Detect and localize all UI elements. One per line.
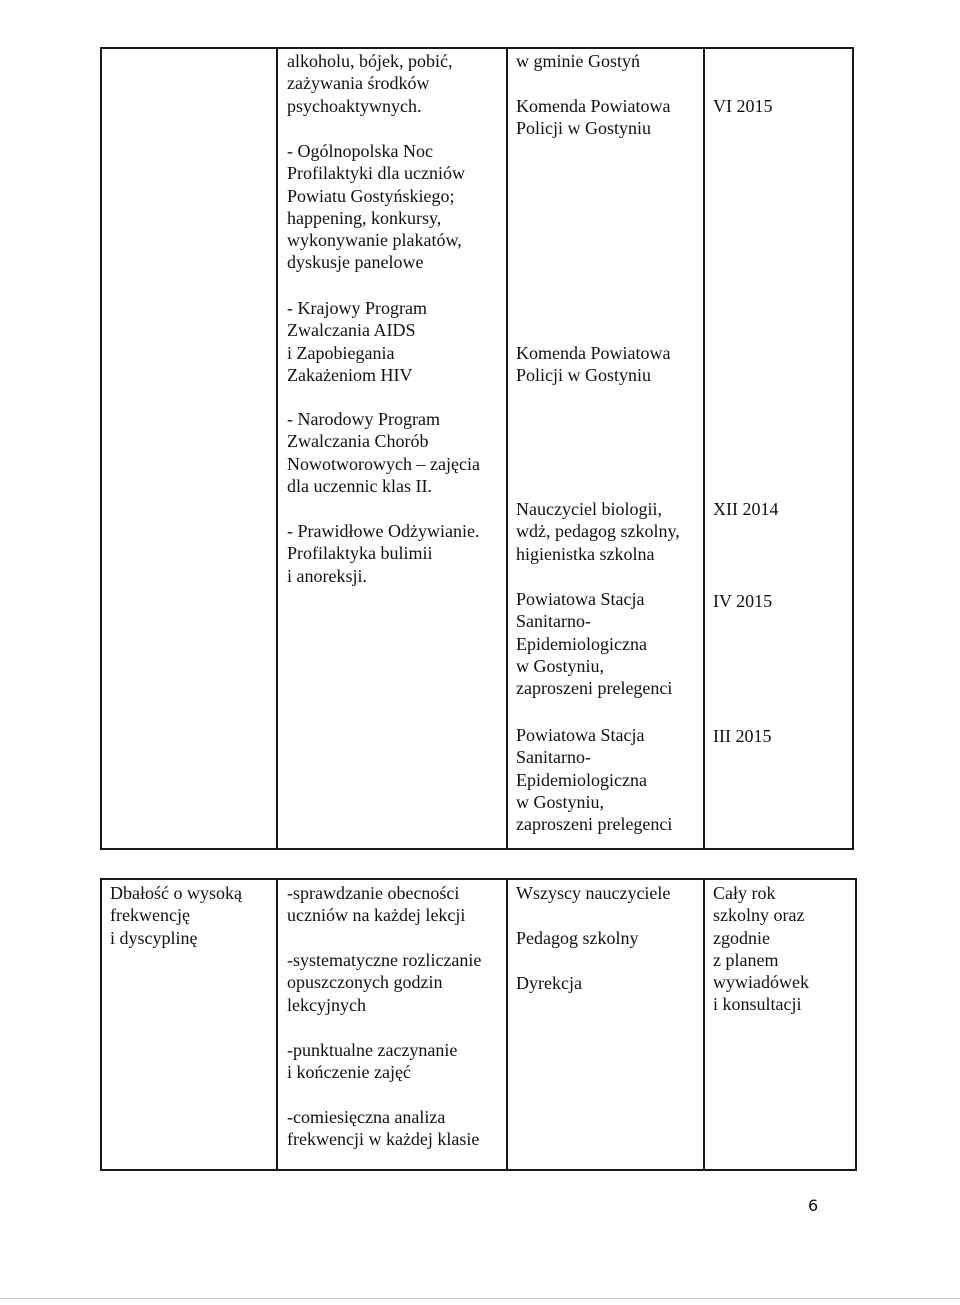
table2-divider-1 (276, 878, 278, 1171)
row1-responsible-6: Powiatowa Stacja Sanitarno- Epidemiologiczna w Gostyniu, zaproszeni prelegenci (516, 725, 673, 835)
row1-responsible-4: Nauczyciel biologii, wdż, pedagog szkolny, higienistka szkolna (516, 499, 680, 564)
table2-border-bottom (100, 1169, 857, 1171)
row1-action-4: - Narodowy Program Zwalczania Chorób Nowotworowych – zajęcia dla uczennic klas II. (287, 409, 480, 496)
table1-border-top (100, 47, 854, 49)
row1-responsible-1: w gminie Gostyń (516, 51, 640, 71)
row2-task: Dbałość o wysoką frekwencję i dyscyplinę (110, 883, 242, 948)
row2-responsible-1: Wszyscy nauczyciele (516, 883, 671, 903)
table2-border-top (100, 878, 857, 880)
table1-border-left (100, 47, 102, 850)
row1-date-3: IV 2015 (713, 591, 773, 611)
table2-divider-3 (703, 878, 705, 1171)
table2-border-right (855, 878, 857, 1171)
row1-responsible-2: Komenda Powiatowa Policji w Gostyniu (516, 96, 671, 139)
row1-responsible-3: Komenda Powiatowa Policji w Gostyniu (516, 343, 671, 386)
table1-divider-1 (276, 47, 278, 850)
row2-responsible-2: Pedagog szkolny (516, 928, 639, 948)
row1-date-2: XII 2014 (713, 499, 779, 519)
row2-action-4: -comiesięczna analiza frekwencji w każdej klasie (287, 1107, 480, 1150)
row1-date-1: VI 2015 (713, 96, 773, 116)
row2-action-1: -sprawdzanie obecności uczniów na każdej lekcji (287, 883, 466, 926)
table1-border-right (852, 47, 854, 850)
table1-divider-3 (703, 47, 705, 850)
scan-edge-line (0, 1298, 960, 1299)
table2-border-left (100, 878, 102, 1171)
row1-action-3: - Krajowy Program Zwalczania AIDS i Zapobiegania Zakażeniom HIV (287, 298, 427, 385)
row2-action-2: -systematyczne rozliczanie opuszczonych godzin lekcyjnych (287, 950, 482, 1015)
row1-action-5: - Prawidłowe Odżywianie. Profilaktyka bulimii i anoreksji. (287, 521, 480, 586)
row2-date: Cały rok szkolny oraz zgodnie z planem wywiadówek i konsultacji (713, 883, 809, 1015)
row2-responsible-3: Dyrekcja (516, 973, 582, 993)
row1-responsible-5: Powiatowa Stacja Sanitarno- Epidemiologiczna w Gostyniu, zaproszeni prelegenci (516, 589, 673, 699)
page-number: 6 (808, 1196, 819, 1215)
row1-date-4: III 2015 (713, 726, 772, 746)
row1-action-1: alkoholu, bójek, pobić, zażywania środków psychoaktywnych. (287, 51, 453, 116)
table1-divider-2 (506, 47, 508, 850)
table2-divider-2 (506, 878, 508, 1171)
row1-action-2: - Ogólnopolska Noc Profilaktyki dla uczniów Powiatu Gostyńskiego; happening, konkursy, wykonywanie plakatów, dyskusje panelowe (287, 141, 465, 273)
table1-border-bottom (100, 848, 854, 850)
row2-action-3: -punktualne zaczynanie i kończenie zajęć (287, 1040, 458, 1083)
